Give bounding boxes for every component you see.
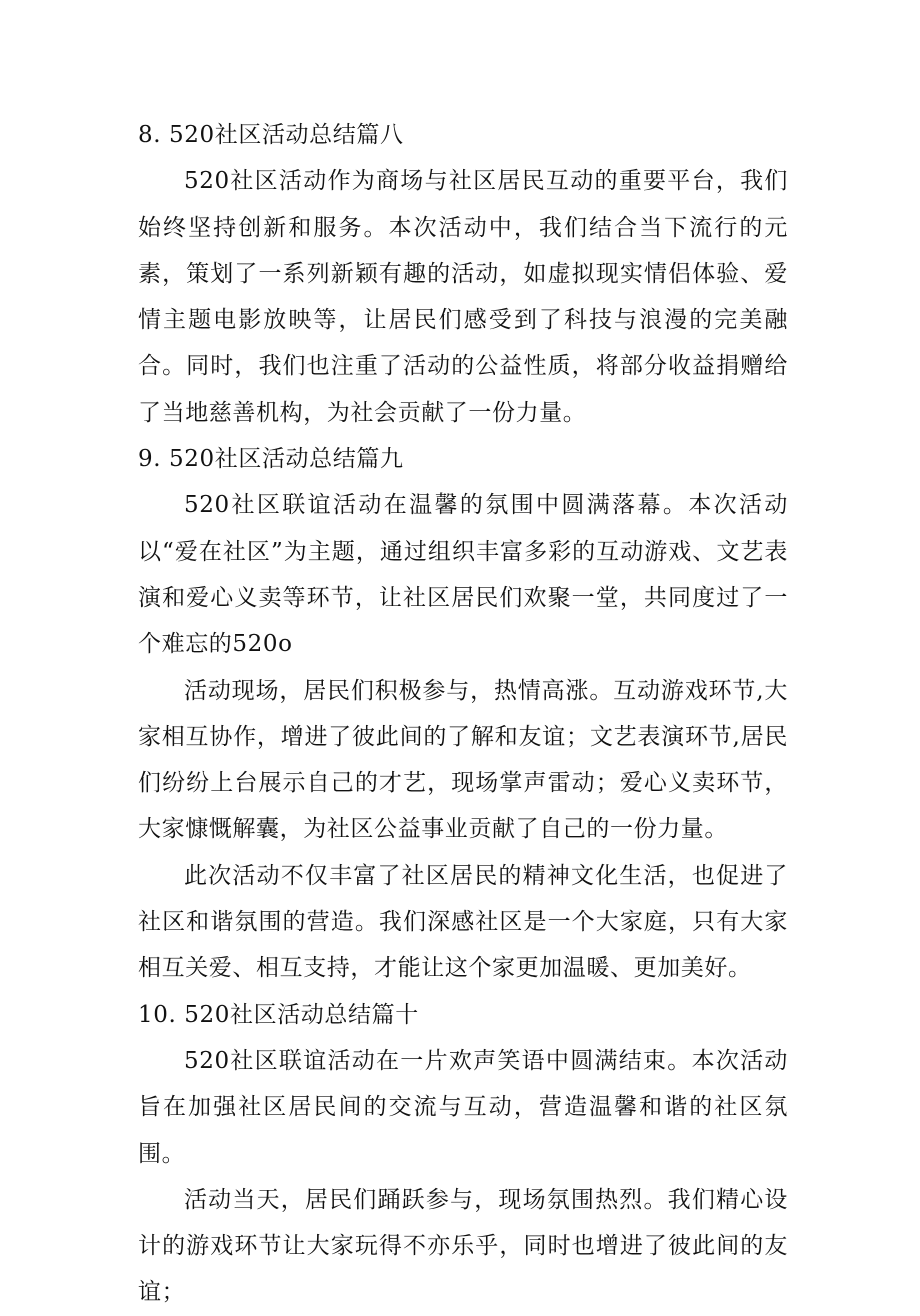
section-8	[138, 112, 788, 436]
paragraph: 520社区联谊活动在一片欢声笑语中圆满结束。本次活动旨在加强社区居民间的交流与互动，营造温馨和谐的社区氛围。	[138, 1047, 788, 1167]
section-10	[138, 992, 788, 1316]
paragraph: 活动当天，居民们踊跃参与，现场氛围热烈。我们精心设计的游戏环节让大家玩得不亦乐乎，同时也增进了彼此间的友谊；	[138, 1186, 788, 1306]
section-heading: 8. 520社区活动总结篇八	[138, 122, 404, 148]
section-heading: 10. 520社区活动总结篇十	[138, 1001, 419, 1028]
paragraph: 活动现场，居民们积极参与，热情高涨。互动游戏环节,大家相互协作，增进了彼此间的了解和友谊；文艺表演环节,居民们纷纷上台展示自己的才艺，现场掌声雷动；爱心义卖环节，大家慷慨解囊，为社区公益事业贡献了自己的一份力量。	[138, 677, 788, 843]
section-heading: 9. 520社区活动总结篇九	[138, 446, 404, 473]
paragraph: 520社区联谊活动在温馨的氛围中圆满落幕。本次活动以“爱在社区”为主题，通过组织丰富多彩的互动游戏、文艺表演和爱心义卖等环节，让社区居民们欢聚一堂，共同度过了一个难忘的520o	[138, 492, 788, 658]
paragraph: 520社区活动作为商场与社区居民互动的重要平台，我们始终坚持创新和服务。本次活动中，我们结合当下流行的元素，策划了一系列新颖有趣的活动，如虚拟现实情侣体验、爱情主题电影放映等，让居民们感受到了科技与浪漫的完美融合。同时，我们也注重了活动的公益性质，将部分收益捐赠给了当地慈善机构，为社会贡献了一份力量。	[138, 168, 788, 426]
section-9	[138, 436, 788, 992]
paragraph: 此次活动不仅丰富了社区居民的精神文化生活，也促进了社区和谐氛围的营造。我们深感社区是一个大家庭，只有大家相互关爱、相互支持，才能让这个家更加温暖、更加美好。	[138, 862, 788, 982]
